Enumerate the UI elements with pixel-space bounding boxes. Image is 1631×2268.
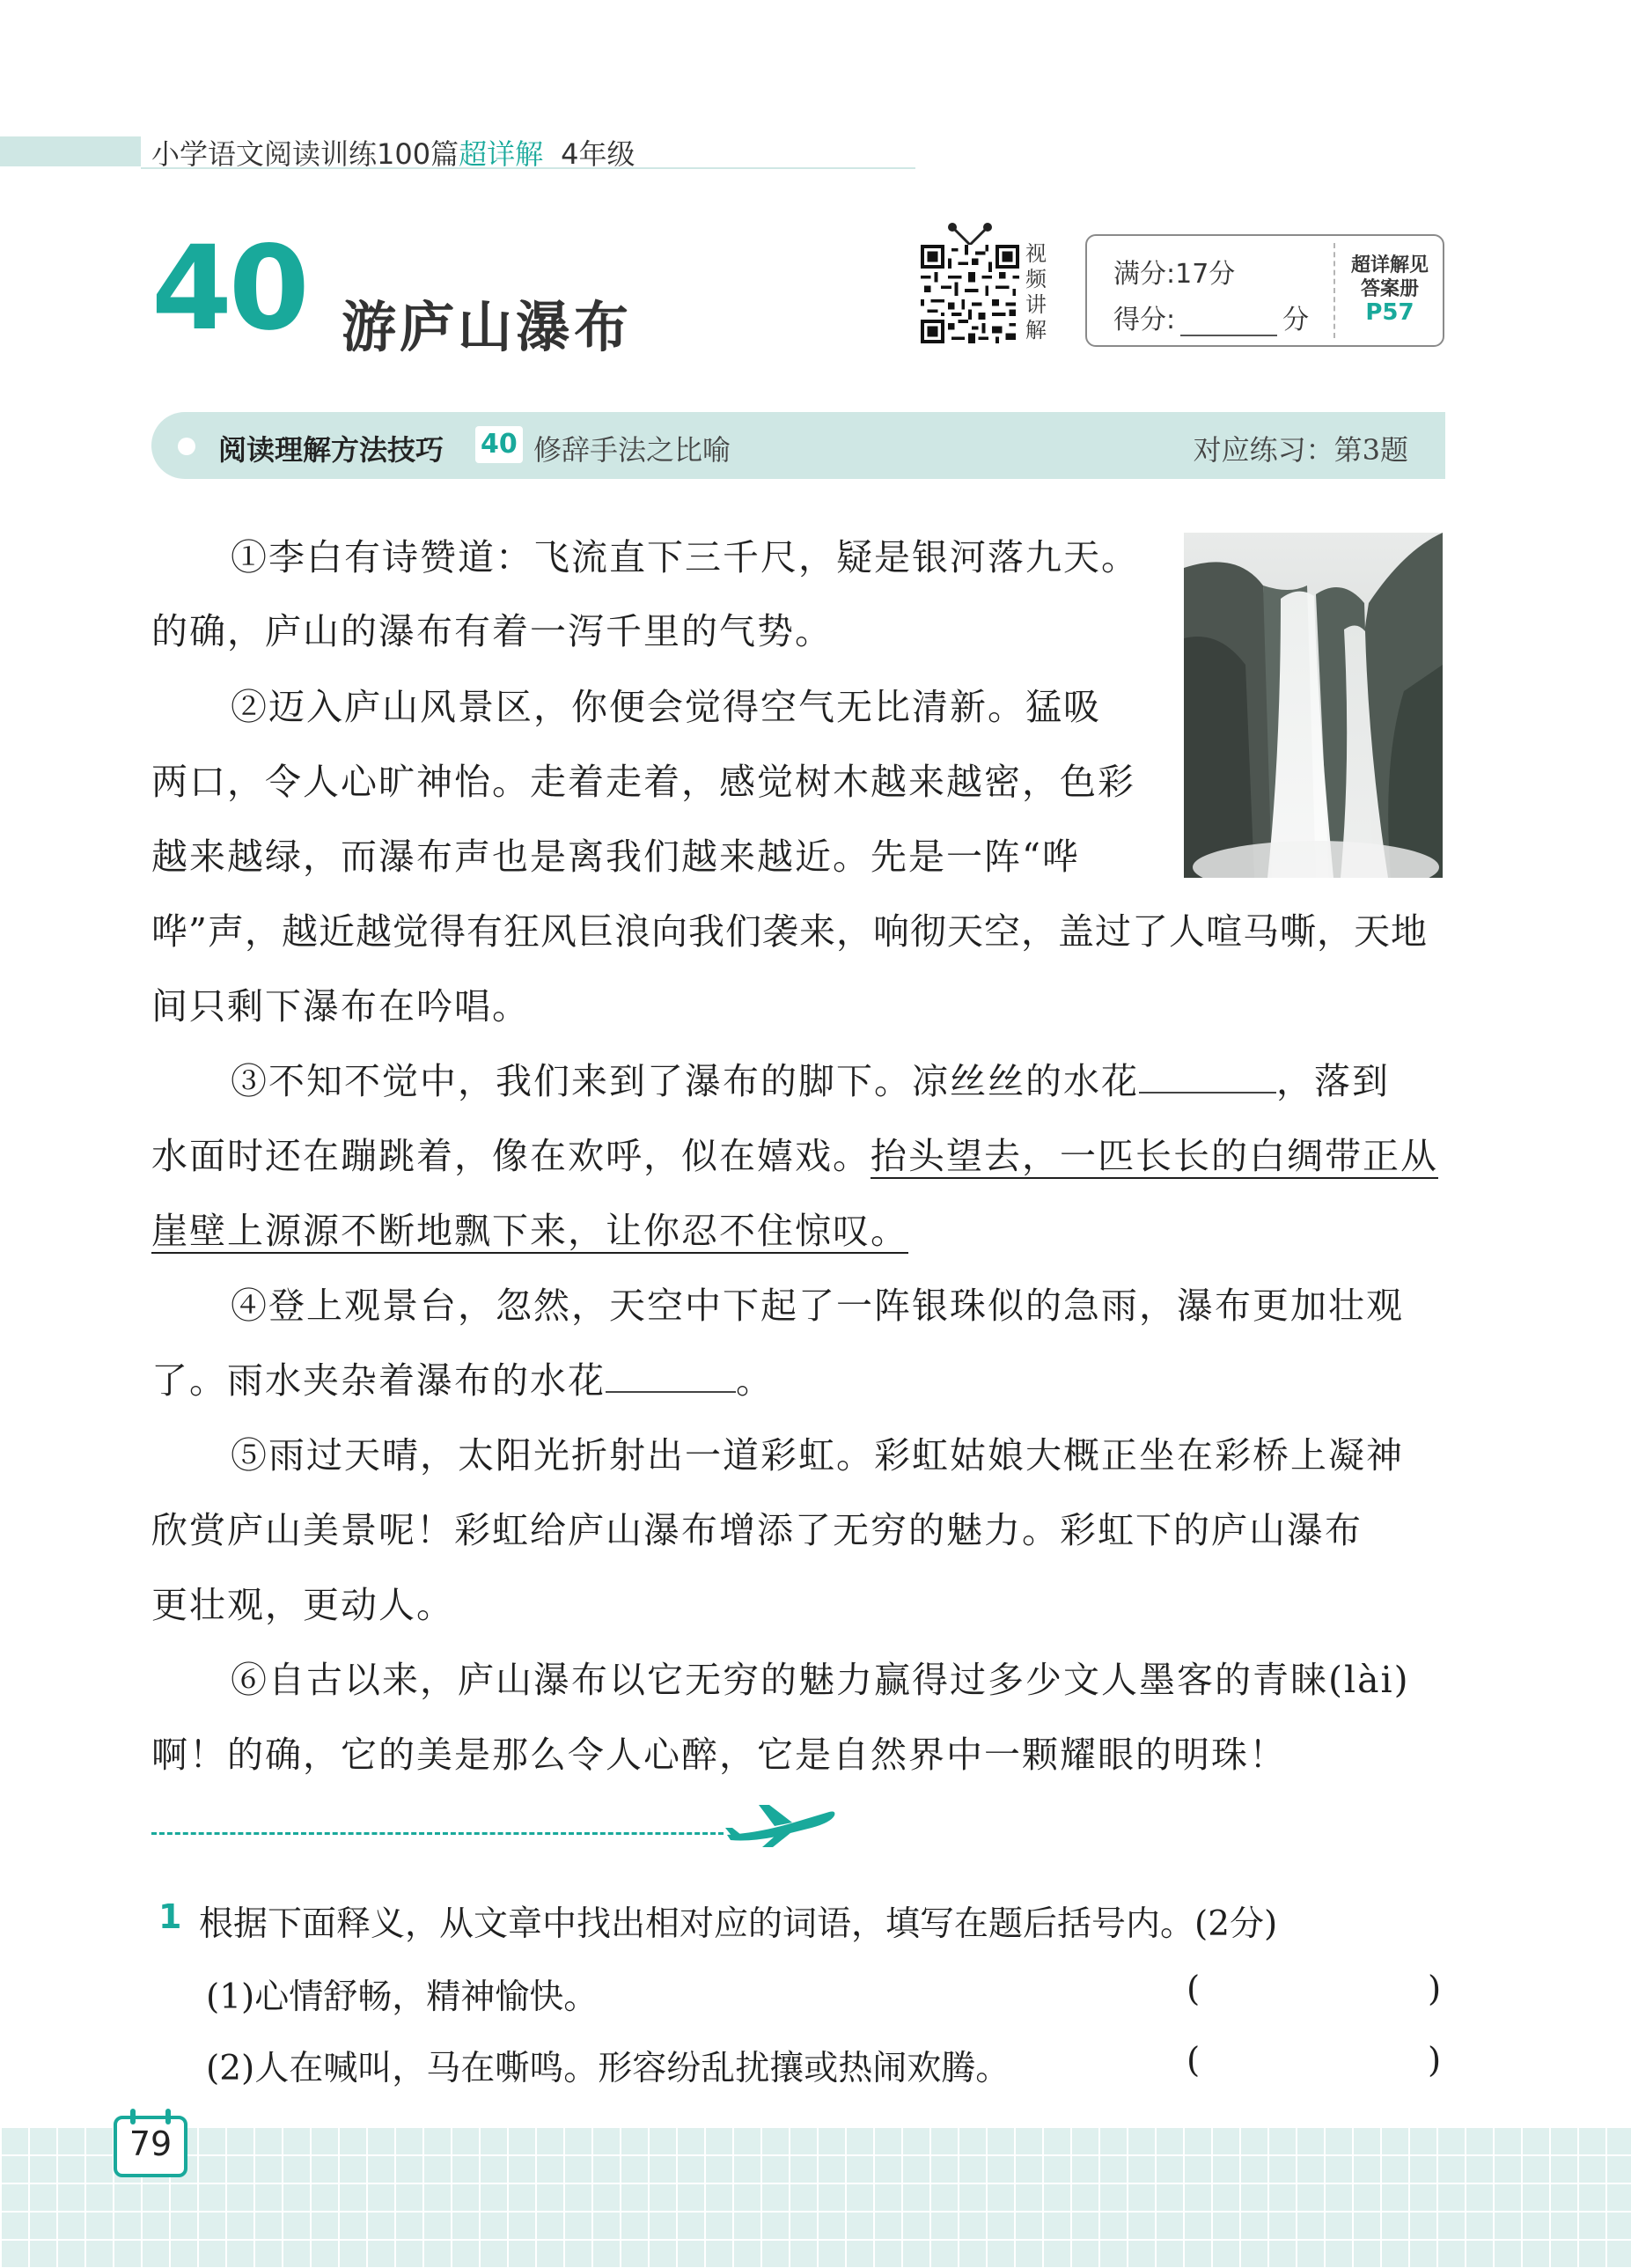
paragraph-2-line-1: ②迈入庐山风景区，你便会觉得空气无比清新。猛吸: [231, 686, 1101, 728]
qr-code-icon[interactable]: [921, 245, 1019, 343]
book-title-accent: 超详解: [459, 137, 544, 171]
answer-paren-close: ): [1428, 2041, 1442, 2080]
paragraph-2-line-4: 哗”声，越近越觉得有狂风巨浪向我们袭来，响彻天空，盖过了人喧马嘶，天地: [151, 910, 1428, 953]
fill-blank-1[interactable]: [1139, 1062, 1276, 1094]
answer-paren-close: ): [1428, 1970, 1442, 2009]
footer-grid: [0, 2126, 1631, 2268]
paragraph-2-line-2: 两口，令人心旷神怡。走着走着，感觉树木越来越密，色彩: [151, 761, 1135, 803]
fill-blank-2[interactable]: [606, 1361, 736, 1393]
paragraph-6-line-1: ⑥自古以来，庐山瀑布以它无穷的魅力赢得过多少文人墨客的青睐(lài): [231, 1659, 1410, 1701]
answer-ref-line1: 超详解见: [1350, 254, 1429, 276]
video-label-char: 频: [1025, 267, 1047, 291]
paragraph-6-line-2: 啊！的确，它的美是那么令人心醉，它是自然界中一颗耀眼的明珠！: [151, 1734, 1287, 1776]
paragraph-4-line-2: [151, 1351, 774, 1403]
paragraph-5-line-1: ⑤雨过天晴，太阳光折射出一道彩虹。彩虹姑娘大概正坐在彩桥上凝神: [231, 1434, 1404, 1476]
paragraph-3-line-1: [231, 1052, 1390, 1104]
question-number: 1: [158, 1897, 182, 1936]
paragraph-4-text-end: 。: [736, 1359, 774, 1402]
method-bar: [151, 412, 1445, 479]
score-entry: [1113, 298, 1309, 336]
video-label-char: 解: [1025, 318, 1047, 342]
question-1-item-2: (2)人在喊叫，马在嘶鸣。形容纷乱扰攘或热闹欢腾。: [206, 2049, 1010, 2088]
book-title: [151, 132, 635, 173]
score-blank[interactable]: [1180, 310, 1277, 336]
answer-paren-open: (: [1187, 2041, 1201, 2080]
paragraph-3-text: ③不知不觉中，我们来到了瀑布的脚下。凉丝丝的水花: [231, 1060, 1139, 1102]
airplane-icon: [724, 1796, 838, 1849]
paragraph-1-line-2: 的确，庐山的瀑布有着一泻千里的气势。: [151, 610, 833, 652]
paragraph-4-line-1: ④登上观景台，忽然，天空中下起了一阵银珠似的急雨，瀑布更加壮观: [231, 1285, 1404, 1327]
answer-reference: [1337, 254, 1443, 325]
paragraph-3-text-end: ，落到: [1276, 1060, 1390, 1102]
paragraph-2-line-3: 越来越绿，而瀑布声也是离我们越来越近。先是一阵“哗: [151, 836, 1080, 878]
score-unit: 分: [1282, 305, 1310, 335]
paragraph-4-text: 了。雨水夹杂着瀑布的水花: [151, 1359, 606, 1402]
book-title-main: 小学语文阅读训练100篇: [151, 137, 459, 171]
question-1-prompt: 根据下面释义，从文章中找出相对应的词语，填写在题后括号内。(2分): [199, 1904, 1278, 1944]
underlined-sentence: 抬头望去，一匹长长的白绸带正从: [871, 1135, 1438, 1177]
lesson-number: 40: [151, 221, 306, 357]
paragraph-1-line-1: ①李白有诗赞道：飞流直下三千尺，疑是银河落九天。: [231, 536, 1139, 578]
lesson-title: 游庐山瀑布: [342, 295, 633, 359]
score-box: [1085, 234, 1444, 347]
video-lecture-label: [1021, 241, 1051, 343]
paragraph-5-line-3: 更壮观，更动人。: [151, 1584, 454, 1626]
answer-ref-page: P57: [1365, 299, 1414, 326]
question-1-item-1: (1)心情舒畅，精神愉快。: [206, 1977, 599, 2017]
section-divider: [151, 1832, 724, 1835]
score-got-label: 得分:: [1113, 305, 1176, 335]
paragraph-3-text: 水面时还在蹦跳着，像在欢呼，似在嬉戏。: [151, 1135, 871, 1177]
method-label: 阅读理解方法技巧: [218, 433, 444, 467]
full-score: 满分:17分: [1113, 259, 1236, 290]
underlined-sentence-cont: 崖壁上源源不断地飘下来，让你忍不住惊叹。: [151, 1210, 908, 1252]
paragraph-3-line-2: [151, 1127, 1438, 1179]
method-topic: 修辞手法之比喻: [533, 433, 731, 467]
page-number: 79: [129, 2124, 173, 2163]
paragraph-2-line-5: 间只剩下瀑布在吟唱。: [151, 985, 530, 1027]
grade-label: 4年级: [561, 137, 636, 171]
waterfall-photo: [1184, 533, 1443, 878]
answer-paren-open: (: [1187, 1970, 1201, 2009]
answer-ref-line2: 答案册: [1360, 278, 1419, 300]
video-label-char: 讲: [1025, 292, 1047, 317]
video-label-char: 视: [1025, 241, 1047, 266]
bullet-icon: [178, 438, 195, 455]
paragraph-5-line-2: 欣赏庐山美景呢！彩虹给庐山瀑布增添了无穷的魅力。彩虹下的庐山瀑布: [151, 1509, 1363, 1551]
header-strip: [0, 136, 141, 166]
method-exercise: 对应练习：第3题: [1193, 433, 1408, 467]
method-number: 40: [475, 426, 523, 463]
score-divider: [1333, 243, 1335, 338]
tv-antenna-icon: [944, 222, 996, 247]
